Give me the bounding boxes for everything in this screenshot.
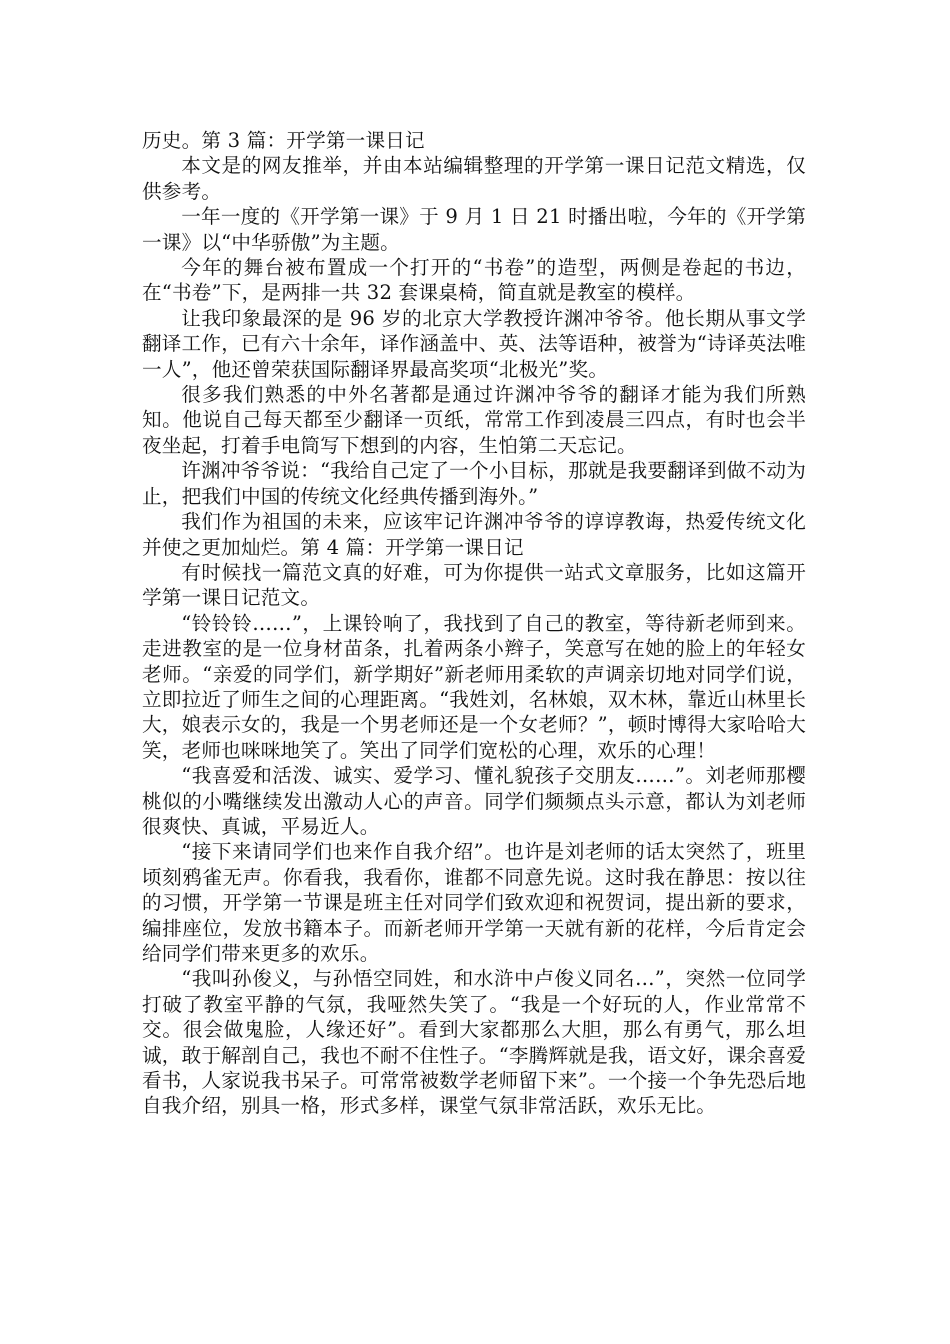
paragraph-8: 我们作为祖国的未来，应该牢记许渊冲爷爷的谆谆教诲，热爱传统文化并使之更加灿烂。第 4 篇：开学第一课日记: [142, 510, 806, 559]
paragraph-5: 让我印象最深的是 96 岁的北京大学教授许渊冲爷爷。他长期从事文学翻译工作，已有六十余年，译作涵盖中、英、法等语种，被誉为“诗译英法唯一人”，他还曾荣获国际翻译界最高奖项“北极光”奖。: [142, 306, 806, 381]
paragraph-7: 许渊冲爷爷说：“我给自己定了一个小目标，那就是我要翻译到做不动为止，把我们中国的传统文化经典传播到海外。”: [142, 459, 806, 508]
paragraph-12: “接下来请同学们也来作自我介绍”。也许是刘老师的话太突然了，班里顷刻鸦雀无声。你看我，我看你，谁都不同意先说。这时我在静思：按以往的习惯，开学第一节课是班主任对同学们致欢迎和祝贺词，提出新的要求，编排座位，发放书籍本子。而新老师开学第一天就有新的花样，今后肯定会给同学们带来更多的欢乐。: [142, 840, 806, 965]
paragraph-4: 今年的舞台被布置成一个打开的“书卷”的造型，两侧是卷起的书边，在“书卷”下，是两排一共 32 套课桌椅，简直就是教室的模样。: [142, 256, 806, 305]
document-page: [142, 128, 806, 1119]
paragraph-10: “铃铃铃……”，上课铃响了，我找到了自己的教室，等待新老师到来。走进教室的是一位身材苗条，扎着两条小辫子，笑意写在她的脸上的年轻女老师。“亲爱的同学们，新学期好”新老师用柔软的声调亲切地对同学们说，立即拉近了师生之间的心理距离。“我姓刘，名林娘，双木林，靠近山林里长大，娘表示女的，我是一个男老师还是一个女老师？”，顿时博得大家哈哈大笑，老师也咪咪地笑了。笑出了同学们宽松的心理，欢乐的心理！: [142, 611, 806, 762]
paragraph-6: 很多我们熟悉的中外名著都是通过许渊冲爷爷的翻译才能为我们所熟知。他说自己每天都至少翻译一页纸，常常工作到凌晨三四点，有时也会半夜坐起，打着手电筒写下想到的内容，生怕第二天忘记。: [142, 383, 806, 457]
paragraph-11: “我喜爱和活泼、诚实、爱学习、懂礼貌孩子交朋友……”。刘老师那樱桃似的小嘴继续发出激动人心的声音。同学们频频点头示意，都认为刘老师很爽快、真诚，平易近人。: [142, 764, 806, 838]
paragraph-3: 一年一度的《开学第一课》于 9 月 1 日 21 时播出啦，今年的《开学第一课》以“中华骄傲”为主题。: [142, 205, 806, 254]
paragraph-2: 本文是的网友推举，并由本站编辑整理的开学第一课日记范文精选，仅供参考。: [142, 154, 806, 203]
paragraph-13: “我叫孙俊义，与孙悟空同姓，和水浒中卢俊义同名…”，突然一位同学打破了教室平静的气氛，我哑然失笑了。“我是一个好玩的人，作业常常不交。很会做鬼脸，人缘还好”。看到大家都那么大胆，那么有勇气，那么坦诚，敢于解剖自己，我也不耐不住性子。“李腾辉就是我，语文好，课余喜爱看书，人家说我书呆子。可常常被数学老师留下来”。一个接一个争先恐后地自我介绍，别具一格，形式多样，课堂气氛非常活跃，欢乐无比。: [142, 967, 806, 1118]
paragraph-9: 有时候找一篇范文真的好难，可为你提供一站式文章服务，比如这篇开学第一课日记范文。: [142, 560, 806, 610]
paragraph-1: 历史。第 3 篇：开学第一课日记: [142, 129, 425, 152]
